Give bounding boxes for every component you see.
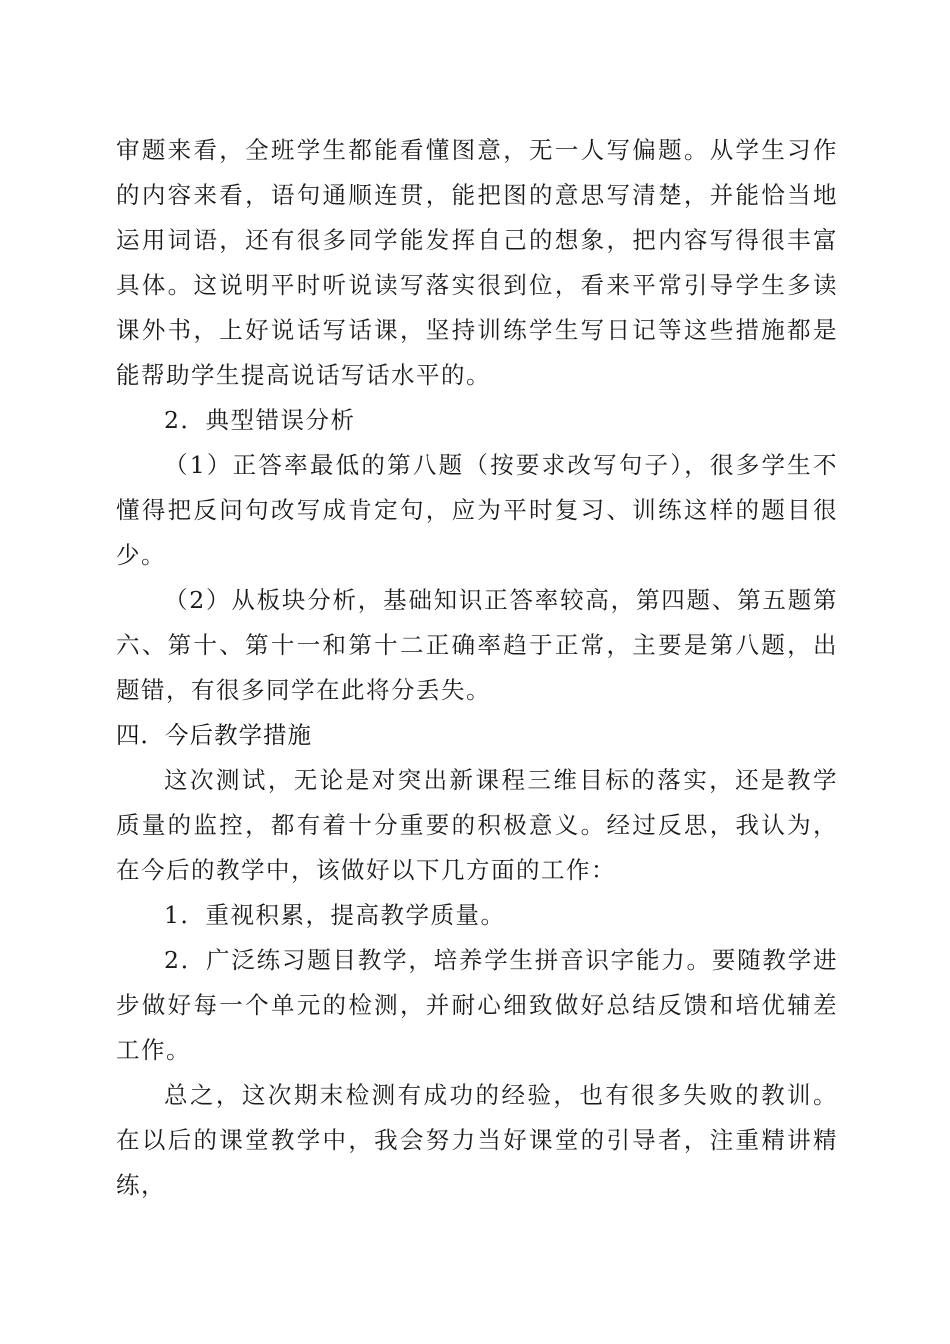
paragraph-writing-analysis: 审题来看，全班学生都能看懂图意，无一人写偏题。从学生习作的内容来看，语句通顺连贯，能把图的意思写清楚，并能恰当地运用词语，还有很多同学能发挥自己的想象，把内容写得很丰富具体。这说明平时听说读写落实很到位，看来平常引导学生多读课外书，上好说话写话课，坚持训练学生写日记等这些措施都是能帮助学生提高说话写话水平的。	[116, 136, 838, 389]
paragraph-error-1: （1）正答率最低的第八题（按要求改写句子），很多学生不懂得把反问句改写成肯定句，应为平时复习、训练这样的题目很少。	[116, 451, 838, 569]
paragraph-conclusion: 总之，这次期末检测有成功的经验，也有很多失败的教训。在以后的课堂教学中，我会努力当好课堂的引导者，注重精讲精练，	[116, 1081, 838, 1199]
paragraph-error-2: （2）从板块分析，基础知识正答率较高，第四题、第五题第六、第十、第十一和第十二正确率趋于正常，主要是第八题，出题错，有很多同学在此将分丢失。	[116, 586, 838, 704]
section-heading-future-measures: 四．今后教学措施	[116, 721, 312, 749]
list-item-1: 1．重视积累，提高教学质量。	[164, 901, 506, 929]
list-item-2: 2．广泛练习题目教学，培养学生拼音识字能力。要随教学进步做好每一个单元的检测，并耐心细致做好总结反馈和培优辅差工作。	[116, 946, 838, 1064]
subheading-typical-errors: 2．典型错误分析	[164, 406, 356, 434]
paragraph-test-significance: 这次测试，无论是对突出新课程三维目标的落实，还是教学质量的监控，都有着十分重要的积极意义。经过反思，我认为，在今后的教学中，该做好以下几方面的工作：	[116, 766, 838, 884]
document-body	[116, 128, 838, 1208]
